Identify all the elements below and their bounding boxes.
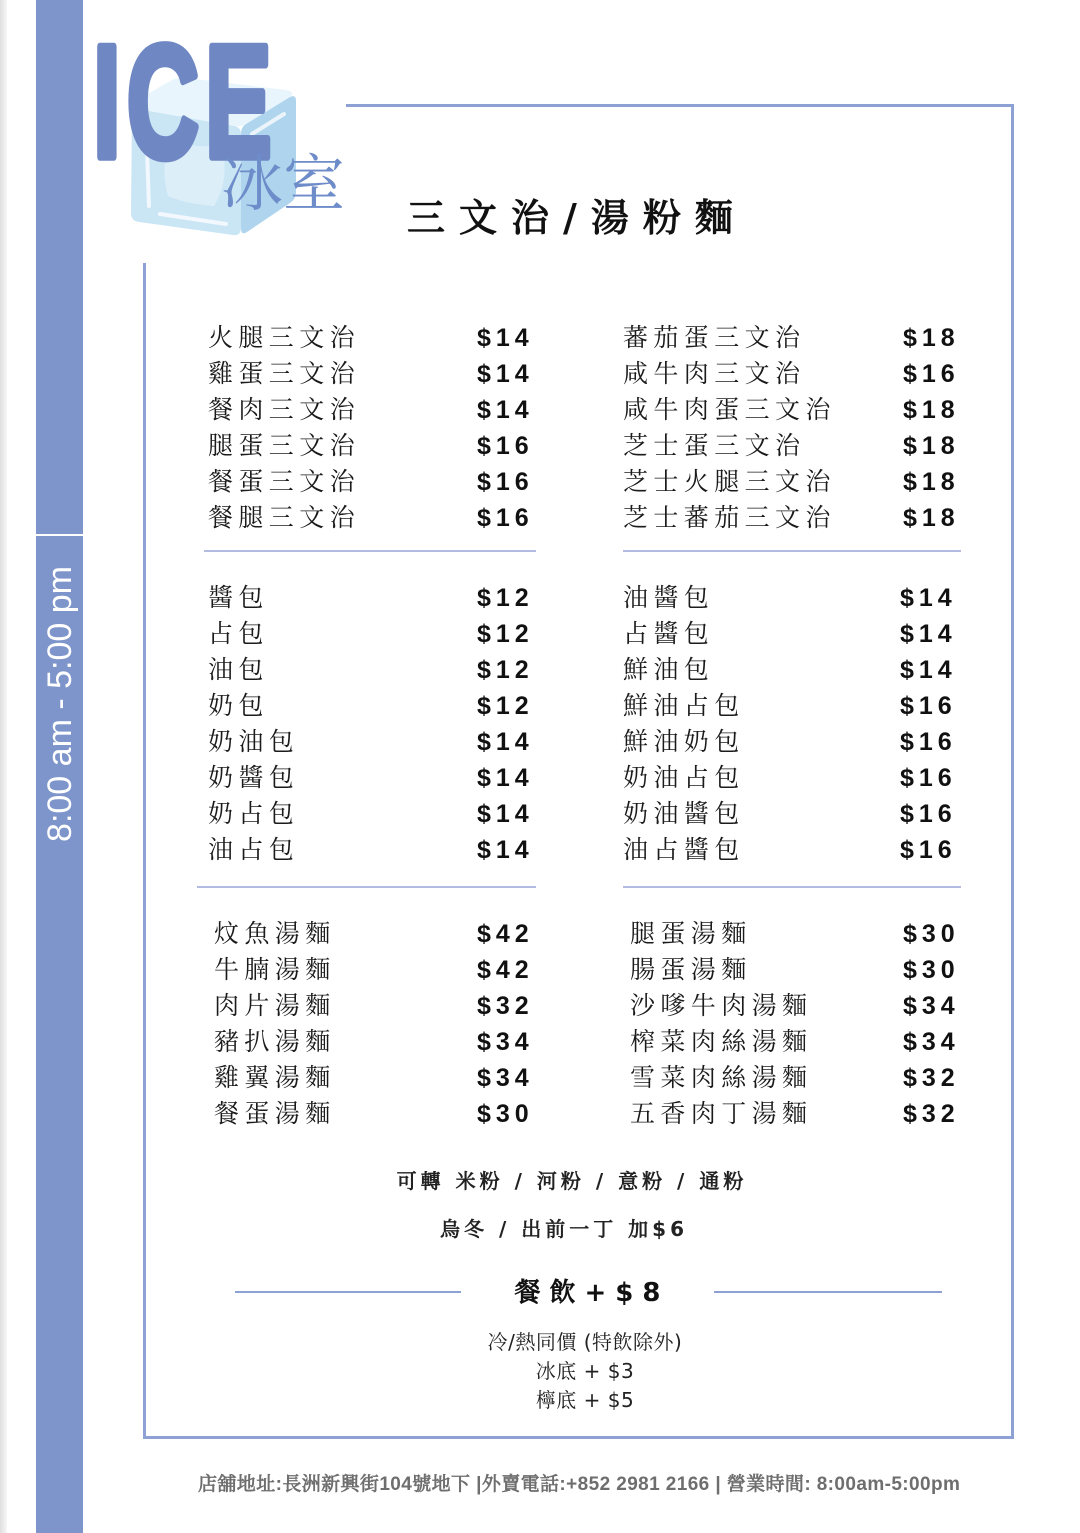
menu-item [214,1024,534,1060]
frame-border-bottom [143,1436,1014,1439]
menu-item [630,916,960,952]
menu-item [623,500,960,536]
menu-item [623,580,957,616]
item-name: 油包 [208,655,269,684]
item-price: $14 [477,396,534,424]
menu-item [630,1060,960,1096]
section-divider [197,886,536,888]
item-name: 占醬包 [623,619,715,648]
item-price: $14 [477,360,534,388]
menu-item [630,1024,960,1060]
menu-item [214,988,534,1024]
opening-hours-vertical: 8:00 am - 5:00 pm [41,566,79,842]
menu-item [623,616,957,652]
bun-column-left [208,580,534,868]
item-name: 奶占包 [208,799,300,828]
menu-item [208,428,534,464]
item-name: 餐蛋三文治 [208,467,361,496]
sidebar-divider [36,534,83,536]
sandwich-column-right [623,320,960,536]
item-price: $18 [903,324,960,352]
sandwich-column-left [208,320,534,536]
item-name: 牛腩湯麵 [214,955,336,984]
item-name: 油醬包 [623,583,715,612]
menu-item [623,428,960,464]
item-price: $16 [900,692,957,720]
menu-item [630,952,960,988]
menu-item [208,796,534,832]
menu-item [623,796,957,832]
item-name: 芝士火腿三文治 [623,467,836,496]
menu-item [208,688,534,724]
menu-item [623,392,960,428]
bun-column-right [623,580,957,868]
item-name: 咸牛肉三文治 [623,359,806,388]
noodle-upgrade-note: 烏冬 / 出前一丁 加$6 [439,1217,689,1241]
item-price: $30 [477,1100,534,1128]
menu-item [630,1096,960,1132]
item-name: 咸牛肉蛋三文治 [623,395,836,424]
item-price: $14 [900,620,957,648]
item-name: 沙嗲牛肉湯麵 [630,991,813,1020]
logo-subtitle: 冰室 [221,147,346,220]
frame-border-left [143,263,146,1439]
drink-note: 檸底 + $5 [535,1388,635,1412]
menu-item [214,952,534,988]
item-name: 雪菜肉絲湯麵 [630,1063,813,1092]
item-name: 鮮油包 [623,655,715,684]
item-price: $14 [900,584,957,612]
menu-item [208,320,534,356]
drink-rule-right [714,1291,942,1293]
item-name: 醬包 [208,583,269,612]
menu-item [208,724,534,760]
item-name: 腿蛋湯麵 [630,919,752,948]
item-price: $34 [477,1028,534,1056]
logo [0,0,380,250]
menu-item [208,652,534,688]
item-name: 炆魚湯麵 [214,919,336,948]
section-divider [204,550,536,552]
item-price: $32 [477,992,534,1020]
menu-item [214,1096,534,1132]
item-price: $14 [477,836,534,864]
item-price: $14 [477,324,534,352]
item-price: $42 [477,956,534,984]
item-price: $32 [903,1100,960,1128]
item-price: $30 [903,920,960,948]
item-price: $14 [477,800,534,828]
menu-item [208,464,534,500]
item-name: 腿蛋三文治 [208,431,361,460]
item-price: $16 [900,764,957,792]
item-name: 蕃茄蛋三文治 [623,323,806,352]
item-price: $12 [477,692,534,720]
item-name: 奶醬包 [208,763,300,792]
logo-wordmark: ICE [93,12,278,192]
item-name: 五香肉丁湯麵 [630,1099,813,1128]
menu-item [214,1060,534,1096]
frame-border-right [1011,104,1014,1439]
item-price: $16 [900,836,957,864]
noodle-column-left [214,916,534,1132]
item-price: $16 [900,800,957,828]
item-price: $18 [903,396,960,424]
item-name: 火腿三文治 [208,323,361,352]
item-price: $30 [903,956,960,984]
item-name: 奶油醬包 [623,799,745,828]
item-price: $18 [903,504,960,532]
item-price: $42 [477,920,534,948]
drink-rule-left [235,1291,461,1293]
item-name: 油占醬包 [623,835,745,864]
item-name: 榨菜肉絲湯麵 [630,1027,813,1056]
item-name: 芝士蕃茄三文治 [623,503,836,532]
item-price: $16 [477,432,534,460]
menu-item [214,916,534,952]
item-name: 腸蛋湯麵 [630,955,752,984]
menu-item [623,464,960,500]
drink-heading: 餐飲+$8 [514,1278,670,1308]
item-price: $12 [477,584,534,612]
item-price: $16 [477,468,534,496]
item-name: 雞翼湯麵 [214,1063,336,1092]
item-name: 奶油占包 [623,763,745,792]
item-price: $12 [477,656,534,684]
item-price: $34 [903,992,960,1020]
item-price: $16 [477,504,534,532]
item-price: $16 [903,360,960,388]
item-name: 餐腿三文治 [208,503,361,532]
item-price: $34 [903,1028,960,1056]
noodle-conversion-note: 可轉 米粉 / 河粉 / 意粉 / 通粉 [396,1169,748,1193]
item-name: 雞蛋三文治 [208,359,361,388]
item-price: $12 [477,620,534,648]
item-name: 芝士蛋三文治 [623,431,806,460]
menu-item [623,688,957,724]
item-name: 占包 [208,619,269,648]
menu-item [630,988,960,1024]
menu-item [208,580,534,616]
shop-info-footer: 店舖地址:長洲新興街104號地下 |外賣電話:+852 2981 2166 | 營業時間: 8:00am-5:00pm [198,1474,961,1495]
item-price: $14 [477,764,534,792]
frame-border-top [346,104,1014,107]
drink-note: 冰底 + $3 [535,1359,635,1383]
item-name: 豬扒湯麵 [214,1027,336,1056]
noodle-column-right [630,916,960,1132]
item-name: 餐蛋湯麵 [214,1099,336,1128]
item-name: 鮮油奶包 [623,727,745,756]
menu-title: 三文治/湯粉麵 [407,196,747,240]
menu-item [208,832,534,868]
menu-item [208,392,534,428]
menu-item [208,356,534,392]
menu-item [208,500,534,536]
section-divider [623,550,961,552]
item-price: $18 [903,468,960,496]
section-divider [623,886,961,888]
menu-item [623,724,957,760]
menu-item [623,832,957,868]
item-name: 肉片湯麵 [214,991,336,1020]
item-price: $18 [903,432,960,460]
menu-item [208,616,534,652]
drink-note: 冷/熱同價 (特飲除外) [487,1330,683,1354]
item-price: $16 [900,728,957,756]
item-name: 奶油包 [208,727,300,756]
item-name: 餐肉三文治 [208,395,361,424]
item-name: 奶包 [208,691,269,720]
menu-item [208,760,534,796]
item-price: $32 [903,1064,960,1092]
item-price: $14 [477,728,534,756]
menu-item [623,760,957,796]
item-name: 鮮油占包 [623,691,745,720]
menu-item [623,320,960,356]
item-price: $34 [477,1064,534,1092]
item-name: 油占包 [208,835,300,864]
menu-item [623,652,957,688]
menu-item [623,356,960,392]
item-price: $14 [900,656,957,684]
